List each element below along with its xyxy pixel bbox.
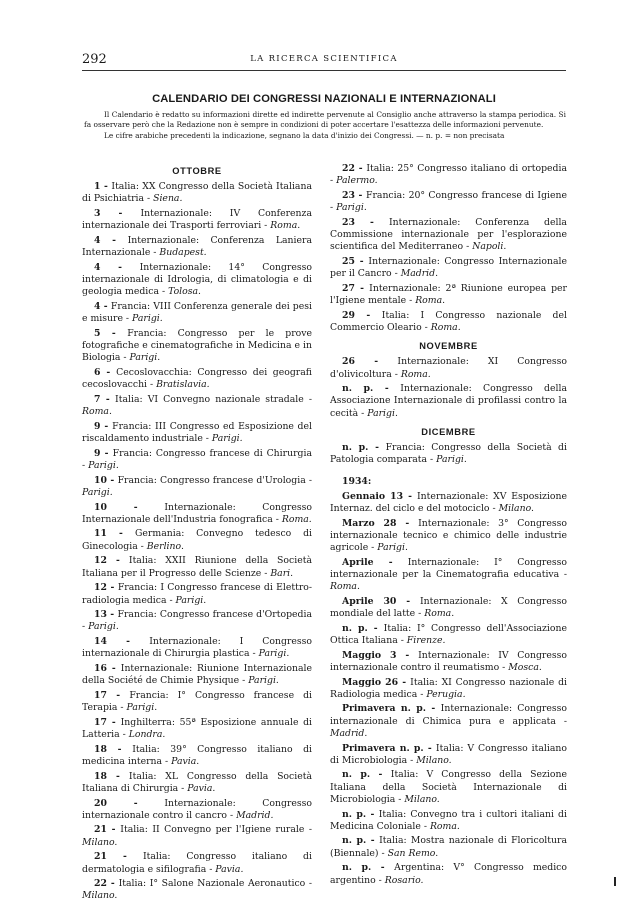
entry-place: Bratislavia. <box>156 379 210 391</box>
calendar-entry <box>330 743 567 767</box>
entry-date: Aprile - <box>342 556 408 568</box>
calendar-entry <box>82 717 312 741</box>
entry-list <box>330 356 567 420</box>
entry-text: Francia: Congresso per le prove fotografiche e cinematografiche in Medicina e in Biologia - <box>82 327 312 364</box>
entry-date: Maggio 3 - <box>342 649 419 661</box>
entry-date: n. p. - <box>342 442 386 454</box>
entry-place: Rosario. <box>384 874 424 886</box>
entry-place: Parigi. <box>367 407 398 419</box>
calendar-entry <box>82 636 312 660</box>
intro-paragraph: Il Calendario è redatto su informazioni dirette ed indirette pervenute al Consiglio anche attraverso la stampa periodica. Si fa osservare però che la Redazione non è sempre in condizioni di poter accertare l'esattezza delle informazioni pervenute. <box>84 110 566 130</box>
entry-place: Roma. <box>330 581 360 593</box>
margin-mark <box>614 877 616 886</box>
calendar-entry <box>82 582 312 606</box>
entry-place: Parigi. <box>248 675 279 687</box>
entry-text: Francia: III Congresso ed Esposizione del riscaldamento industriale - <box>82 420 312 445</box>
entry-place: Pavia. <box>215 863 244 875</box>
entry-date: n. p. - <box>342 835 380 847</box>
entry-text: Francia: Congresso della Società di Patologia comparata - <box>330 442 567 466</box>
entry-date: 21 - <box>94 851 143 863</box>
calendar-entry <box>82 262 312 299</box>
entry-date: 22 - <box>342 163 367 174</box>
calendar-entry <box>82 771 312 795</box>
entry-text: Italia: Convegno tra i cultori italiani di Medicina Coloniale - <box>330 808 567 832</box>
entry-text: Italia: V Congresso della Sezione Italiana della Società Internazionale di Microbiologia - <box>330 769 567 805</box>
calendar-entry <box>330 862 567 886</box>
calendar-entry <box>82 555 312 579</box>
entry-text: Italia: I Congresso nazionale del Commercio Oleario - <box>330 309 567 333</box>
entry-place: Palermo. <box>336 175 378 187</box>
calendar-entry <box>330 256 567 280</box>
calendar-entry <box>330 310 567 334</box>
entry-date: 25 - <box>342 255 369 267</box>
calendar-entry <box>82 744 312 768</box>
entry-place: Madrid. <box>236 809 274 821</box>
calendar-entry <box>82 663 312 687</box>
entry-date: 13 - <box>94 609 118 621</box>
entry-date: 10 - <box>94 501 165 513</box>
entry-text: Italia: XXII Riunione della Società Italiana per il Progresso delle Scienze - <box>82 555 312 579</box>
entry-text: Internazionale: 3° Congresso internazionale tecnico e chimico delle industrie agricole - <box>330 517 568 553</box>
entry-text: Italia: I° Salone Nazionale Aeronautico - <box>118 878 312 890</box>
entry-date: Maggio 26 - <box>342 676 411 688</box>
intro-notes <box>84 110 566 141</box>
entry-place: Parigi. <box>88 621 119 633</box>
calendar-entry <box>330 383 567 420</box>
entry-date: Marzo 28 - <box>342 517 419 529</box>
entry-date: 12 - <box>94 555 129 567</box>
entry-date: 16 - <box>94 663 121 675</box>
entry-date: 7 - <box>94 393 116 405</box>
calendar-entry <box>82 235 312 259</box>
entry-date: 26 - <box>342 356 398 368</box>
entry-place: Parigi. <box>82 486 113 498</box>
entry-text: Internazionale: Riunione Internazionale della Société de Chimie Physique - <box>82 663 312 687</box>
entry-place: Roma. <box>270 220 301 232</box>
entry-date: 29 - <box>342 309 382 321</box>
section-heading-ottobre: OTTOBRE <box>172 166 222 176</box>
entry-text: Internazionale: IV Congresso internazionale contro il reumatismo - <box>330 649 567 673</box>
entry-text: Internazionale: Conferenza della Commissione internazionale per l'esplorazione scientifica del Mediterraneo - <box>330 216 567 253</box>
calendar-entry <box>330 190 567 214</box>
calendar-entry <box>330 557 567 594</box>
entry-text: Francia: 20° Congresso francese di Igiene - <box>330 189 567 214</box>
entry-text: Italia: 39° Congresso italiano di medicina interna - <box>82 743 312 767</box>
right-column <box>330 163 567 889</box>
entry-place: Roma. <box>424 608 455 619</box>
entry-date: 4 - <box>94 235 128 247</box>
entry-text: Inghilterra: 55ª Esposizione annuale di Latteria - <box>82 716 312 741</box>
entry-place: Parigi. <box>377 541 408 553</box>
calendar-entry <box>330 809 567 833</box>
section-heading-novembre: NOVEMBRE <box>419 341 478 352</box>
left-column <box>82 163 312 905</box>
entry-text: Internazionale: Congresso internazionale di Chimica pura e applicata - <box>330 703 567 727</box>
calendar-entry <box>330 623 567 647</box>
entry-text: Internazionale: Congresso Internazionale per il Cancro - <box>330 255 567 280</box>
entry-place: Roma. <box>430 321 461 333</box>
running-title: LA RICERCA SCIENTIFICA <box>250 54 398 64</box>
calendar-entry <box>330 217 567 254</box>
calendar-entry <box>330 163 567 187</box>
entry-date: 27 - <box>342 282 370 294</box>
calendar-entry <box>330 677 567 701</box>
entry-place: Parigi. <box>336 202 367 214</box>
entry-date: 17 - <box>94 689 130 701</box>
entry-date: 23 - <box>342 189 366 201</box>
entry-place: Roma. <box>429 820 460 832</box>
calendar-entry <box>330 835 567 859</box>
entry-place: Roma. <box>82 406 112 418</box>
page-number: 292 <box>82 52 107 67</box>
entry-list <box>82 181 312 902</box>
entry-place: Pavia. <box>171 755 200 767</box>
calendar-entry <box>330 703 567 740</box>
entry-date: 17 - <box>94 716 121 728</box>
entry-text: Internazionale: 14° Congresso internazionale di Idrologia, di climatologia e di geologia medica - <box>82 261 312 298</box>
calendar-entry <box>330 518 567 555</box>
entry-date: Gennaio 13 - <box>342 490 417 502</box>
entry-list <box>330 442 567 466</box>
entry-place: Madrid. <box>330 727 368 739</box>
intro-paragraph: Le cifre arabiche precedenti la indicazione, segnano la data d'inizio dei Congressi. — n. p. = non precisata <box>104 130 505 140</box>
calendar-entry <box>330 283 567 307</box>
header-rule <box>82 70 566 71</box>
calendar-entry <box>82 824 312 848</box>
entry-text: Italia: V Congresso italiano di Microbiologia - <box>330 742 567 766</box>
entry-place: Madrid. <box>400 268 439 280</box>
entry-text: Francia: Congresso francese d'Urologia - <box>117 474 312 486</box>
entry-date: Primavera n. p. - <box>342 742 436 754</box>
entry-text: Cecoslovacchia: Congresso dei geografi cecoslovacchi - <box>82 367 312 391</box>
calendar-entry <box>82 475 312 499</box>
entry-date: Aprile 30 - <box>342 595 420 607</box>
entry-text: Francia: Congresso francese di Chirurgia - <box>82 447 312 471</box>
entry-text: Internazionale: 2ª Riunione europea per l'Igiene mentale - <box>330 282 567 307</box>
calendar-entry <box>82 798 312 822</box>
calendar-entry <box>82 421 312 445</box>
entry-place: Roma. <box>281 513 312 525</box>
entry-place: Roma. <box>415 295 446 307</box>
entry-text: Internazionale: I° Congresso internazionale per la Cinematografia educativa - <box>330 556 567 580</box>
entry-text: Internazionale: Congresso Internazionale dell'Industria fonografica - <box>82 501 312 525</box>
calendar-entry <box>330 769 567 806</box>
running-header <box>82 52 566 68</box>
entry-place: San Remo. <box>387 847 439 859</box>
calendar-entry <box>82 528 312 552</box>
calendar-entry <box>82 851 312 875</box>
calendar-entry <box>82 301 312 325</box>
entry-list <box>330 163 567 334</box>
year-heading: 1934: <box>342 476 372 488</box>
entry-place: Milano. <box>82 836 118 848</box>
calendar-entry <box>82 690 312 714</box>
entry-text: Italia: VI Convegno nazionale stradale - <box>115 393 312 405</box>
entry-text: Italia: XI Congresso nazionale di Radiologia medica - <box>330 676 567 700</box>
calendar-entry <box>330 596 567 620</box>
entry-text: Francia: Congresso francese d'Ortopedia - <box>82 609 312 633</box>
entry-place: Parigi. <box>126 702 158 714</box>
calendar-entry <box>82 609 312 633</box>
entry-place: Firenze. <box>406 634 446 646</box>
entry-date: 4 - <box>94 261 140 273</box>
calendar-entry <box>330 442 567 466</box>
entry-place: Berlino. <box>146 540 184 552</box>
entry-place: Parigi. <box>258 648 290 660</box>
calendar-entry <box>82 208 312 232</box>
entry-date: 9 - <box>94 447 113 459</box>
entry-text: Italia: Congresso italiano di dermatologia e sifilografia - <box>82 851 312 875</box>
calendar-entry <box>82 394 312 418</box>
entry-text: Argentina: V° Congresso medico argentino - <box>330 862 567 886</box>
entry-place: Bari. <box>270 567 294 579</box>
entry-text: Francia: I Congresso francese di Elettro-radiologia medica - <box>82 582 313 606</box>
entry-text: Internazionale: Conferenza Laniera Internazionale - <box>82 235 312 259</box>
entry-date: 9 - <box>94 420 113 432</box>
entry-place: Pavia. <box>187 782 216 794</box>
calendar-entry <box>330 356 567 380</box>
entry-date: 21 - <box>94 824 121 836</box>
calendar-entry <box>82 878 312 902</box>
entry-list <box>330 491 567 887</box>
calendar-entry <box>82 448 312 472</box>
entry-date: 11 - <box>94 528 135 540</box>
entry-date: 10 - <box>94 474 118 486</box>
entry-date: n. p. - <box>342 862 395 874</box>
entry-place: Tolosa. <box>168 286 202 298</box>
entry-text: Italia: XX Congresso della Società Italiana di Psichiatria - <box>82 181 312 205</box>
entry-place: Milano. <box>498 502 534 514</box>
entry-date: n. p. - <box>342 383 401 395</box>
entry-text: Italia: II Convegno per l'Igiene rurale - <box>120 824 312 836</box>
entry-place: Mosca. <box>508 661 542 673</box>
entry-text: Italia: I° Congresso dell'Associazione Ottica Italiana - <box>330 622 567 646</box>
entry-date: 12 - <box>94 582 118 594</box>
entry-text: Germania: Convegno tedesco di Ginecologia - <box>82 528 312 552</box>
entry-date: 3 - <box>94 208 141 220</box>
entry-text: Internazionale: Congresso della Associazione Internazionale di profilassi contro la cecità - <box>330 383 567 419</box>
entry-place: Parigi. <box>436 454 467 466</box>
entry-date: 4 - <box>94 301 111 313</box>
calendar-entry <box>330 650 567 674</box>
entry-text: Internazionale: IV Conferenza internazionale dei Trasporti ferroviari - <box>82 208 312 232</box>
calendar-entry <box>82 328 312 365</box>
entry-place: Parigi. <box>88 459 119 471</box>
entry-date: 18 - <box>94 743 133 755</box>
entry-date: Primavera n. p. - <box>342 703 441 715</box>
entry-place: Parigi. <box>211 433 243 445</box>
entry-date: n. p. - <box>342 622 384 634</box>
entry-text: Italia: 25° Congresso italiano di ortopedia - <box>330 163 567 187</box>
entry-text: Internazionale: I Congresso internazionale di Chirurgia plastica - <box>82 636 312 660</box>
entry-place: Parigi. <box>175 594 207 606</box>
entry-text: Francia: I° Congresso francese di Terapia - <box>82 689 312 714</box>
entry-place: Londra. <box>128 729 166 741</box>
calendar-entry <box>330 491 567 515</box>
entry-place: Milano. <box>82 890 118 902</box>
entry-date: n. p. - <box>342 769 391 781</box>
entry-date: 23 - <box>342 216 389 228</box>
calendar-entry <box>82 181 312 205</box>
entry-place: Siena. <box>153 193 183 205</box>
calendar-entry <box>82 502 312 526</box>
entry-date: 6 - <box>94 367 117 379</box>
entry-date: 5 - <box>94 327 128 339</box>
entry-place: Milano. <box>404 793 440 805</box>
entry-text: Italia: Mostra nazionale di Floricoltura (Biennale) - <box>330 835 567 859</box>
entry-date: 14 - <box>94 636 150 648</box>
section-heading-dicembre: DICEMBRE <box>421 426 476 437</box>
entry-place: Napoli. <box>472 241 507 253</box>
entry-place: Parigi. <box>132 313 163 325</box>
entry-text: Internazionale: X Congresso mondiale del latte - <box>330 595 567 619</box>
entry-place: Roma. <box>400 368 431 380</box>
entry-text: Italia: XL Congresso della Società Italiana di Chirurgia - <box>82 770 312 794</box>
entry-date: n. p. - <box>342 808 379 820</box>
calendar-entry <box>82 367 312 391</box>
page-title: CALENDARIO DEI CONGRESSI NAZIONALI E INTERNAZIONALI <box>152 93 496 105</box>
entry-place: Milano. <box>416 754 452 766</box>
entry-place: Parigi. <box>129 352 161 364</box>
entry-place: Budapest. <box>159 247 207 259</box>
entry-date: 1 - <box>94 181 112 193</box>
entry-text: Internazionale: Congresso internazionale contro il cancro - <box>82 797 312 821</box>
entry-date: 22 - <box>94 878 119 890</box>
entry-text: Internazionale: XI Congresso d'olivicoltura - <box>330 356 567 380</box>
entry-place: Perugia. <box>426 688 466 700</box>
entry-date: 20 - <box>94 797 165 809</box>
entry-date: 18 - <box>94 770 129 782</box>
entry-text: Francia: VIII Conferenza generale dei pesi e misure - <box>82 301 312 325</box>
entry-text: Internazionale: XV Esposizione Internaz. del ciclo e del motociclo - <box>330 490 567 514</box>
